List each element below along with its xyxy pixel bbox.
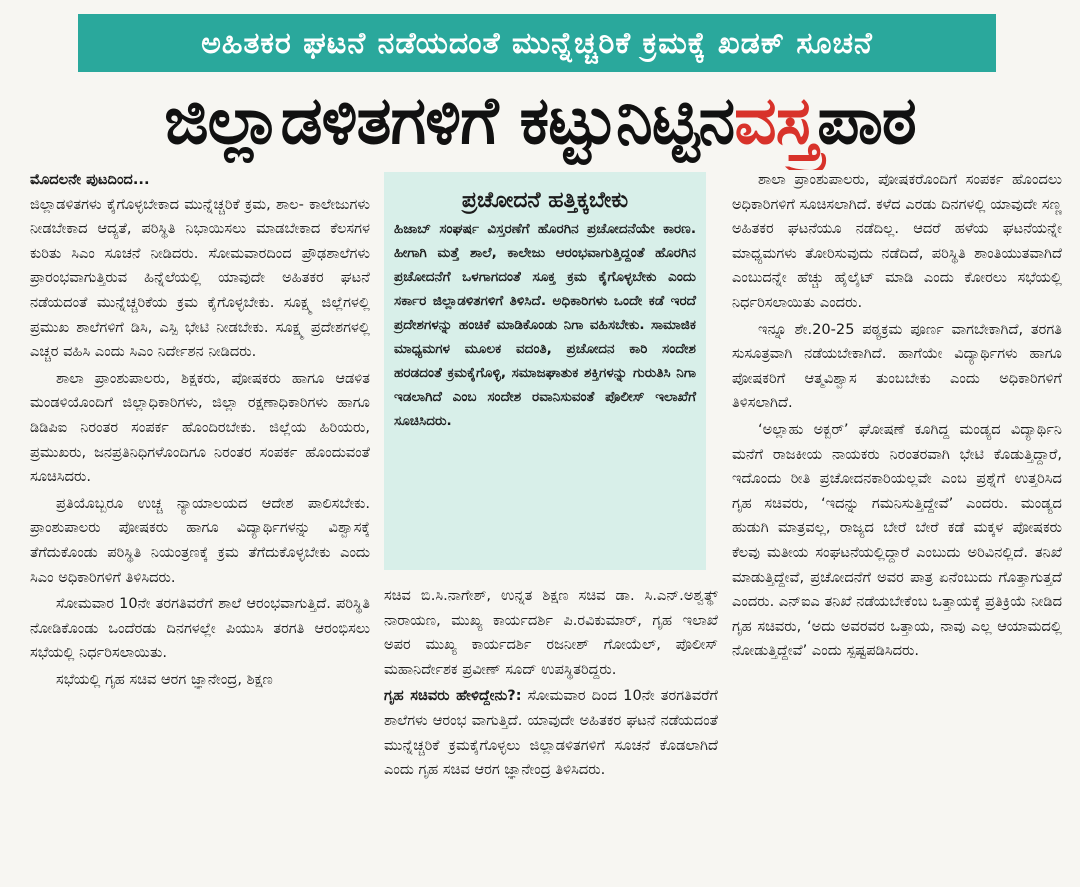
- headline-part2: ಪಾಠ: [817, 81, 916, 159]
- headline-accent: ವಸ್ತ್ರ: [734, 81, 818, 159]
- kicker-text: ಅಹಿತಕರ ಘಟನೆ ನಡೆಯದಂತೆ ಮುನ್ನೆಚ್ಚರಿಕೆ ಕ್ರಮಕ್ಕೆ ಖಡಕ್ ಸೂಚನೆ: [201, 25, 873, 61]
- paragraph: ‘ಅಲ್ಲಾಹು ಅಕ್ಬರ್’ ಘೋಷಣೆ ಕೂಗಿದ್ದ ಮಂಡ್ಯದ ವಿದ್ಯಾರ್ಥಿನಿ ಮನೆಗೆ ರಾಜಕೀಯ ನಾಯಕರು ನಿರಂತರವಾಗಿ ಭೇಟಿ ಕೊಡುತ್ತಿದ್ದಾರೆ, ಇದೊಂದು ರೀತಿ ಪ್ರಚೋದನಕಾರಿಯಲ್ಲವೇ ಎಂಬ ಪ್ರಶ್ನೆಗೆ ಉತ್ತರಿಸಿದ ಗೃಹ ಸಚಿವರು, ‘ಇದನ್ನು ಗಮನಿಸುತ್ತಿದ್ದೇವೆ’ ಎಂದರು. ಮಂಡ್ಯದ ಹುಡುಗಿ ಮಾತ್ರವಲ್ಲ, ರಾಜ್ಯದ ಬೇರೆ ಬೇರೆ ಕಡೆ ಮಕ್ಕಳ ಪೋಷಕರು ಕೆಲವು ಮತೀಯ ಸಂಘಟನೆಯಲ್ಲಿದ್ದಾರೆ ಎಂಬುದು ಅರಿವಿನಲ್ಲಿದೆ. ತನಿಖೆ ಮಾಡುತ್ತಿದ್ದೇವೆ, ಪ್ರಚೋದನೆಗೆ ಅವರ ಪಾತ್ರ ಏನೆಂಬುದು ಗೊತ್ತಾಗುತ್ತದೆ ಎಂದರು. ಎನ್ಐಎ ತನಿಖೆ ನಡೆಯಬೇಕೆಂಬ ಒತ್ತಾಯಕ್ಕೆ ಪ್ರತಿಕ್ರಿಯೆ ನೀಡಿದ ಗೃಹ ಸಚಿವರು, ‘ಅದು ಅವರವರ ಒತ್ತಾಯ, ನಾವು ಎಲ್ಲ ಆಯಾಮದಲ್ಲಿ ನೋಡುತ್ತಿದ್ದೇವೆ’ ಎಂದು ಸ್ಪಷ್ಟಪಡಿಸಿದರು.: [732, 420, 1062, 660]
- paragraph: ಸಚಿವ ಬಿ.ಸಿ.ನಾಗೇಶ್, ಉನ್ನತ ಶಿಕ್ಷಣ ಸಚಿವ ಡಾ. ಸಿ.ಎನ್.ಅಶ್ವತ್ಥ್ ನಾರಾಯಣ, ಮುಖ್ಯ ಕಾರ್ಯದರ್ಶಿ ಪಿ.ರವಿಕುಮಾರ್, ಗೃಹ ಇಲಾಖೆ ಅಪರ ಮುಖ್ಯ ಕಾರ್ಯದರ್ಶಿ ರಜನೀಶ್ ಗೋಯೆಲ್, ಪೊಲೀಸ್ ಮಹಾನಿರ್ದೇಶಕ ಪ್ರವೀಣ್ ಸೂದ್ ಉಪಸ್ಥಿತರಿದ್ದರು.: [384, 587, 718, 678]
- paragraph: ಸೋಮವಾರ 10ನೇ ತರಗತಿವರೆಗೆ ಶಾಲೆ ಆರಂಭವಾಗುತ್ತಿದೆ. ಪರಿಸ್ಥಿತಿ ನೋಡಿಕೊಂಡು ಒಂದೆರಡು ದಿನಗಳಲ್ಲೇ ಪಿಯುಸಿ ತರಗತಿ ಆರಂಭಿಸಲು ಸಭೆಯಲ್ಲಿ ನಿರ್ಧರಿಸಲಾಯಿತು.: [30, 595, 370, 662]
- paragraph: ಇನ್ನೂ ಶೇ.20-25 ಪಠ್ಯಕ್ರಮ ಪೂರ್ಣ ವಾಗಬೇಕಾಗಿದೆ, ತರಗತಿ ಸುಸೂತ್ರವಾಗಿ ನಡೆಯಬೇಕಾಗಿದೆ. ಹಾಗೆಯೇ ವಿದ್ಯಾರ್ಥಿಗಳು ಹಾಗೂ ಪೋಷಕರಿಗೆ ಆತ್ಮವಿಶ್ವಾಸ ತುಂಬಬೇಕು ಎಂದು ಅಧಿಕಾರಿಗಳಿಗೆ ತಿಳಿಸಲಾಗಿದೆ.: [732, 320, 1062, 412]
- kicker-banner: [78, 14, 996, 72]
- article-column-3: [732, 168, 1062, 883]
- headline: [0, 72, 1080, 170]
- sidebar-box: [384, 172, 706, 570]
- subheading: ಗೃಹ ಸಚಿವರು ಹೇಳಿದ್ದೇನು?:: [384, 687, 522, 705]
- paragraph: ಪ್ರತಿಯೊಬ್ಬರೂ ಉಚ್ಚ ನ್ಯಾಯಾಲಯದ ಆದೇಶ ಪಾಲಿಸಬೇಕು. ಪ್ರಾಂಶುಪಾಲರು ಪೋಷಕರು ಹಾಗೂ ವಿದ್ಯಾರ್ಥಿಗಳನ್ನು ವಿಶ್ವಾಸಕ್ಕೆ ತೆಗೆದುಕೊಂಡು ಪರಿಸ್ಥಿತಿ ನಿಯಂತ್ರಣಕ್ಕೆ ಕ್ರಮ ತೆಗೆದುಕೊಳ್ಳಬೇಕು ಎಂದು ಸಿಎಂ ಅಧಿಕಾರಿಗಳಿಗೆ ತಿಳಿಸಿದರು.: [30, 494, 370, 586]
- box-text: ಹಿಜಾಬ್ ಸಂಘರ್ಷ ವಿಸ್ತರಣೆಗೆ ಹೊರಗಿನ ಪ್ರಚೋದನೆಯೇ ಕಾರಣ. ಹೀಗಾಗಿ ಮತ್ತೆ ಶಾಲೆ, ಕಾಲೇಜು ಆರಂಭವಾಗುತ್ತಿದ್ದಂತೆ ಹೊರಗಿನ ಪ್ರಚೋದನೆಗೆ ಒಳಗಾಗದಂತೆ ಸೂಕ್ತ ಕ್ರಮ ಕೈಗೊಳ್ಳಬೇಕು ಎಂದು ಸರ್ಕಾರ ಜಿಲ್ಲಾಡಳಿತಗಳಿಗೆ ತಿಳಿಸಿದೆ. ಅಧಿಕಾರಿಗಳು ಒಂದೇ ಕಡೆ ಇರದೆ ಪ್ರದೇಶಗಳನ್ನು ಹಂಚಿಕೆ ಮಾಡಿಕೊಂಡು ನಿಗಾ ವಹಿಸಬೇಕು. ಸಾಮಾಜಿಕ ಮಾಧ್ಯಮಗಳ ಮೂಲಕ ವದಂತಿ, ಪ್ರಚೋದನ ಕಾರಿ ಸಂದೇಶ ಹರಡದಂತೆ ಕ್ರಮಕೈಗೊಳ್ಳಿ, ಸಮಾಜಘಾತುಕ ಶಕ್ತಿಗಳನ್ನು ಗುರುತಿಸಿ ನಿಗಾ ಇಡಲಾಗಿದೆ ಎಂಬ ಸಂದೇಶ ರವಾನಿಸುವಂತೆ ಪೊಲೀಸ್ ಇಲಾಖೆಗೆ ಸೂಚಿಸಿದರು.: [394, 221, 696, 429]
- headline-part1: ಜಿಲ್ಲಾಡಳಿತಗಳಿಗೆ ಕಟ್ಟುನಿಟ್ಟಿನ: [164, 81, 735, 159]
- paragraph: ಸಭೆಯಲ್ಲಿ ಗೃಹ ಸಚಿವ ಆರಗ ಜ್ಞಾನೇಂದ್ರ, ಶಿಕ್ಷಣ: [56, 670, 273, 688]
- box-title: ಪ್ರಚೋದನೆ ಹತ್ತಿಕ್ಕಬೇಕು: [461, 188, 629, 213]
- article-column-1: [30, 168, 370, 883]
- paragraph: ಶಾಲಾ ಪ್ರಾಂಶುಪಾಲರು, ಪೋಷಕರೊಂದಿಗೆ ಸಂಪರ್ಕ ಹೊಂದಲು ಅಧಿಕಾರಿಗಳಿಗೆ ಸೂಚಿಸಲಾಗಿದೆ. ಕಳೆದ ಎರಡು ದಿನಗಳಲ್ಲಿ ಯಾವುದೇ ಸಣ್ಣ ಅಹಿತಕರ ಘಟನೆಯೂ ನಡೆದಿಲ್ಲ. ಆದರೆ ಹಳೆಯ ಘಟನೆಯನ್ನೇ ಮಾಧ್ಯಮಗಳು ತೋರಿಸುವುದು ನಡೆದಿದೆ, ಪರಿಸ್ಥಿತಿ ಶಾಂತಿಯುತವಾಗಿದೆ ಎಂಬುದನ್ನೇ ಹೆಚ್ಚು ಹೈಲೈಟ್ ಮಾಡಿ ಎಂದು ಕೋರಲು ಸಭೆಯಲ್ಲಿ ನಿರ್ಧರಿಸಲಾಯಿತು ಎಂದರು.: [732, 171, 1062, 311]
- continued-from-label: ಮೊದಲನೇ ಪುಟದಿಂದ...: [30, 171, 150, 188]
- paragraph: [384, 684, 718, 782]
- paragraph: ಶಾಲಾ ಪ್ರಾಂಶುಪಾಲರು, ಶಿಕ್ಷಕರು, ಪೋಷಕರು ಹಾಗೂ ಆಡಳಿತ ಮಂಡಳಿಯೊಂದಿಗೆ ಜಿಲ್ಲಾಧಿಕಾರಿಗಳು, ಜಿಲ್ಲಾ ರಕ್ಷಣಾಧಿಕಾರಿಗಳು ಹಾಗೂ ಡಿಡಿಪಿಐ ನಿರಂತರ ಸಂಪರ್ಕ ಹೊಂದಿರಬೇಕು. ಜಿಲ್ಲೆಯ ಹಿರಿಯರು, ಪ್ರಮುಖರು, ಜನಪ್ರತಿನಿಧಿಗಳೊಂದಿಗೂ ನಿರಂತರ ಸಂಪರ್ಕ ಹೊಂದುವಂತೆ ಸೂಚಿಸಿದರು.: [30, 369, 370, 486]
- paragraph: ಜಿಲ್ಲಾಡಳಿತಗಳು ಕೈಗೊಳ್ಳಬೇಕಾದ ಮುನ್ನೆಚ್ಚರಿಕೆ ಕ್ರಮ, ಶಾಲ- ಕಾಲೇಜುಗಳು ನೀಡಬೇಕಾದ ಆದ್ಯತೆ, ಪರಿಸ್ಥಿತಿ ನಿಭಾಯಿಸಲು ಮಾಡಬೇಕಾದ ಕೆಲಸಗಳ ಕುರಿತು ಸಿಎಂ ಸೂಚನೆ ನೀಡಿದರು. ಸೋಮವಾರದಿಂದ ಪ್ರೌಢಶಾಲೆಗಳು ಪ್ರಾರಂಭವಾಗುತ್ತಿರುವ ಹಿನ್ನೆಲೆಯಲ್ಲಿ ಯಾವುದೇ ಅಹಿತಕರ ಘಟನೆ ನಡೆಯದಂತೆ ಮುನ್ನೆಚ್ಚರಿಕೆಯ ಕ್ರಮ ಕೈಗೊಳ್ಳಬೇಕು. ಸೂಕ್ಷ್ಮ ಜಿಲ್ಲೆಗಳಲ್ಲಿ ಪ್ರಮುಖ ಶಾಲೆಗಳಿಗೆ ಡಿಸಿ, ಎಸ್ಪಿ ಭೇಟಿ ನೀಡಬೇಕು. ಸೂಕ್ಷ್ಮ ಪ್ರದೇಶಗಳಲ್ಲಿ ಎಚ್ಚರ ವಹಿಸಿ ಎಂದು ಸಿಎಂ ನಿರ್ದೇಶನ ನೀಡಿದರು.: [30, 195, 370, 361]
- article-column-2: [384, 584, 718, 884]
- paragraph-text: ಸೋಮವಾರ ದಿಂದ 10ನೇ ತರಗತಿವರೆಗೆ ಶಾಲೆಗಳು ಆರಂಭ ವಾಗುತ್ತಿದೆ. ಯಾವುದೇ ಅಹಿತಕರ ಘಟನೆ ನಡೆಯದಂತೆ ಮುನ್ನೆಚ್ಚರಿಕೆ ಕ್ರಮಕೈಗೊಳ್ಳಲು ಜಿಲ್ಲಾಡಳಿತಗಳಿಗೆ ಸೂಚನೆ ಕೊಡಲಾಗಿದೆ ಎಂದು ಗೃಹ ಸಚಿವ ಆರಗ ಜ್ಞಾನೇಂದ್ರ ತಿಳಿಸಿದರು.: [384, 687, 718, 779]
